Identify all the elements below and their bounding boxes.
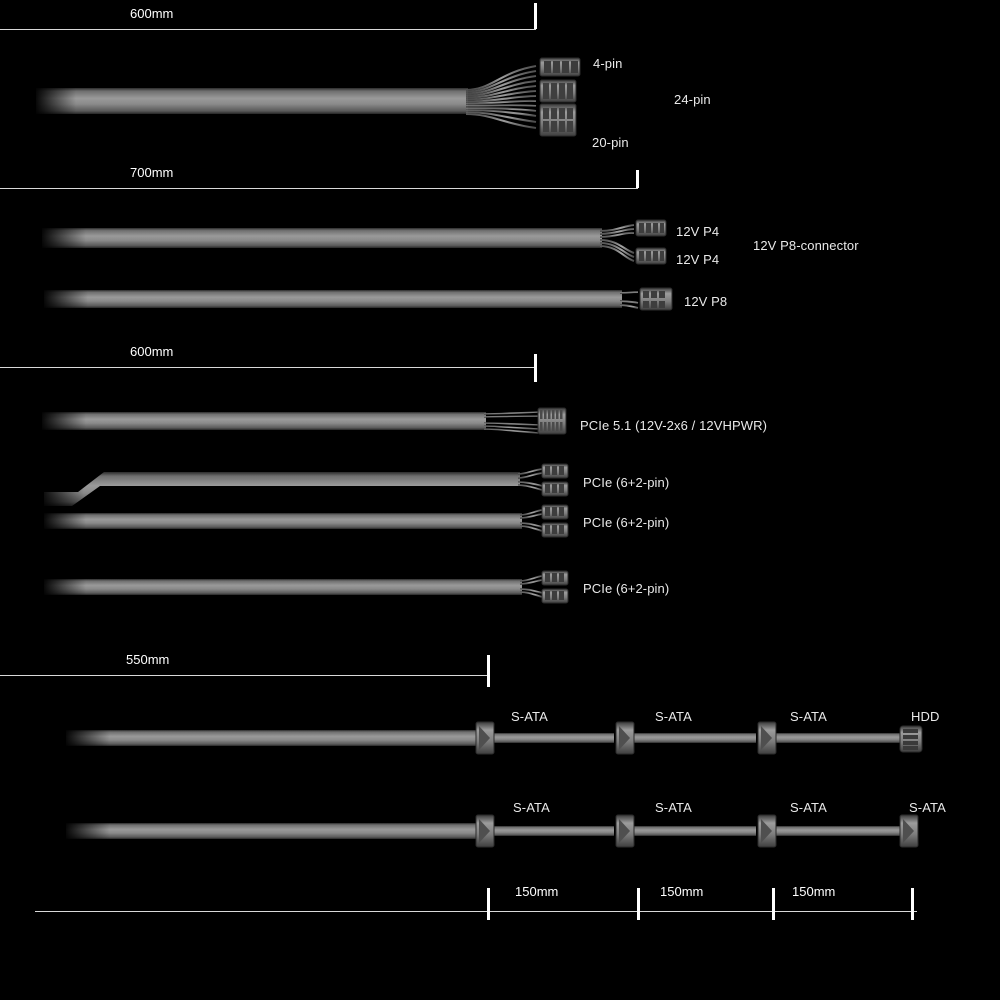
label-sata-2-3: S-ATA (790, 800, 827, 815)
label-sata-1-1: S-ATA (511, 709, 548, 724)
dim-tick-600-pcie (534, 354, 537, 382)
dim-line-550-sata (0, 675, 490, 676)
label-eps-p4-top: 12V P4 (676, 224, 720, 239)
label-sata-2-2: S-ATA (655, 800, 692, 815)
dim-tick-150-end (911, 888, 914, 920)
dim-label-150-a: 150mm (515, 884, 559, 899)
eps-p4-dual-cable (42, 220, 746, 264)
label-pcie-6plus2-3: PCIe (6+2-pin) (583, 581, 670, 596)
dim-label-700-eps: 700mm (130, 165, 174, 180)
dim-tick-600-atx (534, 3, 537, 29)
label-eps-p8: 12V P8 (684, 294, 728, 309)
label-pcie-6plus2-2: PCIe (6+2-pin) (583, 515, 670, 530)
pcie-6plus2-cable-1 (44, 464, 568, 507)
pcie-6plus2-cable-2 (44, 505, 568, 537)
dim-line-700-eps (0, 188, 638, 189)
sata-connector-2-4 (900, 815, 918, 847)
dim-label-600-pcie: 600mm (130, 344, 174, 359)
sata-chain-2 (66, 815, 918, 847)
sata-connector-2-1 (476, 815, 494, 847)
pcie-12vhpwr-cable (42, 408, 566, 434)
label-sata-1-3: S-ATA (790, 709, 827, 724)
dim-label-150-c: 150mm (792, 884, 836, 899)
eps-p4-connector-bottom (636, 248, 666, 264)
label-sata-1-2: S-ATA (655, 709, 692, 724)
sata-connector-2-2 (616, 815, 634, 847)
sata-connector-1-3 (758, 722, 776, 754)
label-hdd: HDD (911, 709, 940, 724)
eps-p8-cable (44, 288, 672, 310)
pcie-12vhpwr-connector (538, 408, 566, 434)
label-pcie-6plus2-1: PCIe (6+2-pin) (583, 475, 670, 490)
dim-tick-700-eps (636, 170, 639, 188)
hdd-molex-connector (900, 726, 922, 752)
dim-line-600-pcie (0, 367, 536, 368)
label-atx-20pin: 20-pin (592, 135, 629, 150)
eps-p4-connector-top (636, 220, 666, 236)
label-atx-4pin: 4-pin (593, 56, 623, 71)
atx-4pin-connector (540, 58, 580, 76)
pcie-6plus2-connector-3 (542, 571, 568, 603)
label-pcie-51: PCIe 5.1 (12V-2x6 / 12VHPWR) (580, 418, 768, 433)
dim-tick-150-a (487, 888, 490, 920)
label-sata-2-1: S-ATA (513, 800, 550, 815)
pcie-6plus2-cable-3 (44, 571, 568, 603)
pcie-6plus2-connector-2 (542, 505, 568, 537)
dim-label-550-sata: 550mm (126, 652, 170, 667)
atx-20pin-connector (540, 80, 576, 136)
dim-tick-150-b (637, 888, 640, 920)
dim-line-150-segments (35, 911, 917, 912)
atx-24pin-cable (36, 58, 664, 136)
dim-line-600-atx (0, 29, 536, 30)
dim-label-150-b: 150mm (660, 884, 704, 899)
sata-connector-1-1 (476, 722, 494, 754)
dim-tick-550-sata (487, 655, 490, 687)
sata-connector-2-3 (758, 815, 776, 847)
dim-tick-150-c (772, 888, 775, 920)
sata-connector-1-2 (616, 722, 634, 754)
sata-chain-1 (66, 722, 922, 754)
dim-label-600-atx: 600mm (130, 6, 174, 21)
pcie-6plus2-connector-1 (542, 464, 568, 496)
eps-p8-connector (640, 288, 672, 310)
label-atx-24pin: 24-pin (674, 92, 711, 107)
label-sata-2-4: S-ATA (909, 800, 946, 815)
label-eps-p8-connector: 12V P8-connector (753, 238, 859, 253)
label-eps-p4-bottom: 12V P4 (676, 252, 720, 267)
